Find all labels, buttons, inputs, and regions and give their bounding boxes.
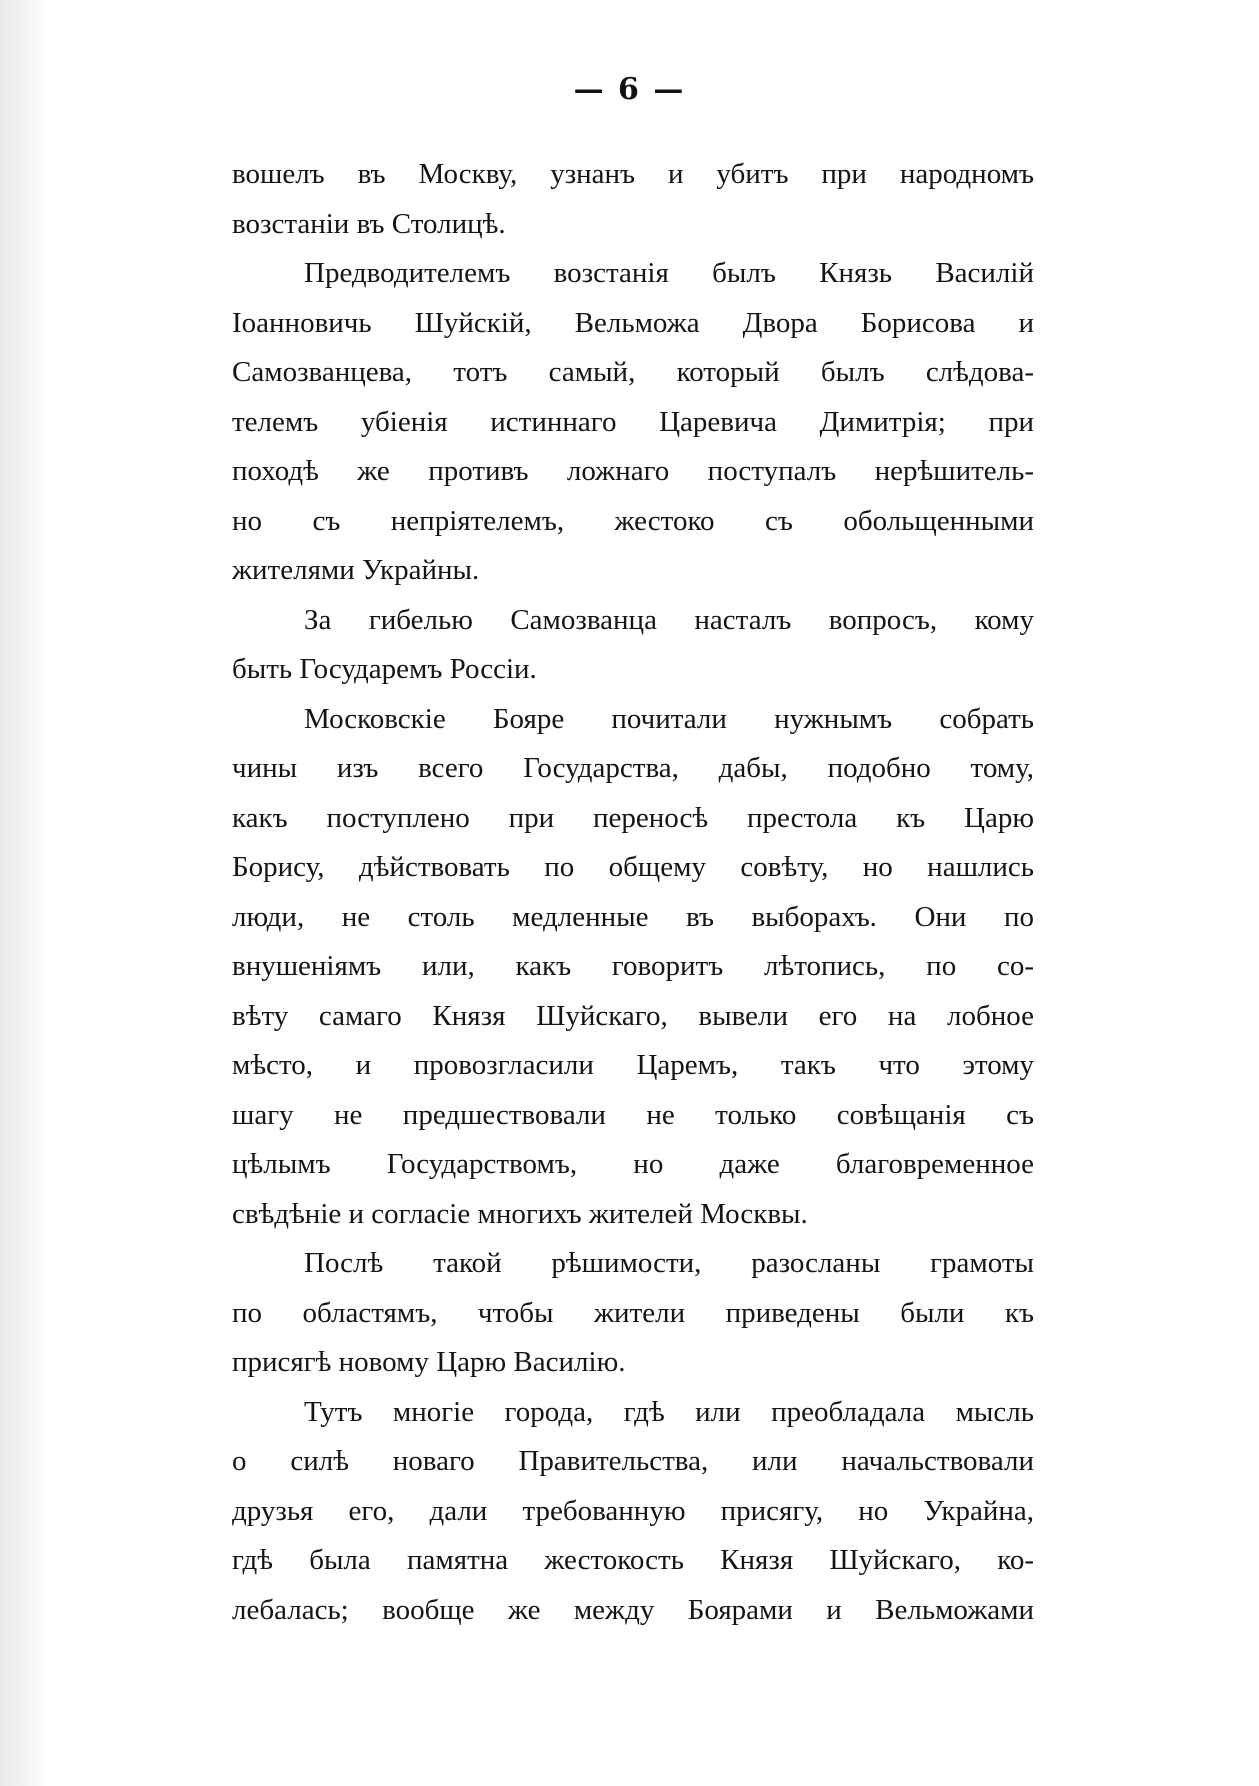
- text-line: За гибелью Самозванца насталъ вопросъ, кому: [304, 603, 1034, 636]
- text-line: вѣту самаго Князя Шуйскаго, вывели его на лобное: [232, 999, 1034, 1032]
- body-text: [232, 150, 1034, 1635]
- text-line: Самозванцева, тотъ самый, который былъ слѣдова-: [232, 356, 1034, 388]
- text-line: шагу не предшествовали не только совѣщанія съ: [232, 1098, 1034, 1131]
- text-line: Іоанновичь Шуйскій, Вельможа Двора Борисова и: [232, 306, 1034, 339]
- text-line: Тутъ многіе города, гдѣ или преобладала мысль: [304, 1395, 1034, 1428]
- text-line: Московскіе Бояре почитали нужнымъ собрать: [304, 702, 1034, 735]
- text-line: по областямъ, чтобы жители приведены были къ: [232, 1296, 1034, 1329]
- page-binding-shadow: [0, 0, 46, 1786]
- text-line: вошелъ въ Москву, узнанъ и убитъ при народномъ: [232, 158, 1034, 190]
- paragraph-5: [232, 1239, 1034, 1388]
- text-line: друзья его, дали требованную присягу, но Украйна,: [232, 1494, 1034, 1527]
- text-line: Предводителемъ возстанія былъ Князь Василій: [304, 257, 1034, 289]
- text-line: мѣсто, и провозгласили Царемъ, такъ что этому: [232, 1049, 1034, 1081]
- text-line: быть Государемъ Россіи.: [232, 653, 537, 685]
- text-line: походѣ же противъ ложнаго поступалъ нерѣшитель-: [232, 455, 1034, 487]
- text-line: Борису, дѣйствовать по общему совѣту, но нашлись: [232, 851, 1034, 883]
- text-line: какъ поступлено при переносѣ престола къ Царю: [232, 801, 1034, 834]
- text-line: люди, не столь медленные въ выборахъ. Они по: [232, 900, 1034, 933]
- paragraph-6: [232, 1388, 1034, 1636]
- text-line: о силѣ новаго Правительства, или начальствовали: [232, 1445, 1034, 1477]
- text-line: чины изъ всего Государства, дабы, подобно тому,: [232, 752, 1034, 784]
- page-number: — 6 —: [573, 72, 686, 107]
- text-line: телемъ убіенія истиннаго Царевича Димитрія; при: [232, 405, 1034, 438]
- paragraph-1: [232, 150, 1034, 249]
- paragraph-3: [232, 596, 1034, 695]
- text-line: внушеніямъ или, какъ говоритъ лѣтопись, по со-: [232, 950, 1034, 982]
- paragraph-2: [232, 249, 1034, 596]
- paragraph-4: [232, 695, 1034, 1240]
- text-line: свѣдѣніе и согласіе многихъ жителей Москвы.: [232, 1197, 808, 1230]
- text-line: жителями Украйны.: [232, 554, 480, 586]
- text-line: присягѣ новому Царю Василію.: [232, 1346, 626, 1378]
- text-line: но съ непріятелемъ, жестоко съ обольщенными: [232, 504, 1034, 537]
- text-line: возстаніи въ Столицѣ.: [232, 207, 506, 240]
- text-line: гдѣ была памятна жестокость Князя Шуйскаго, ко-: [232, 1544, 1034, 1576]
- text-line: Послѣ такой рѣшимости, разосланы грамоты: [304, 1247, 1034, 1279]
- text-line: цѣлымъ Государствомъ, но даже благовременное: [232, 1148, 1034, 1180]
- text-line: лебалась; вообще же между Боярами и Вельможами: [232, 1593, 1034, 1626]
